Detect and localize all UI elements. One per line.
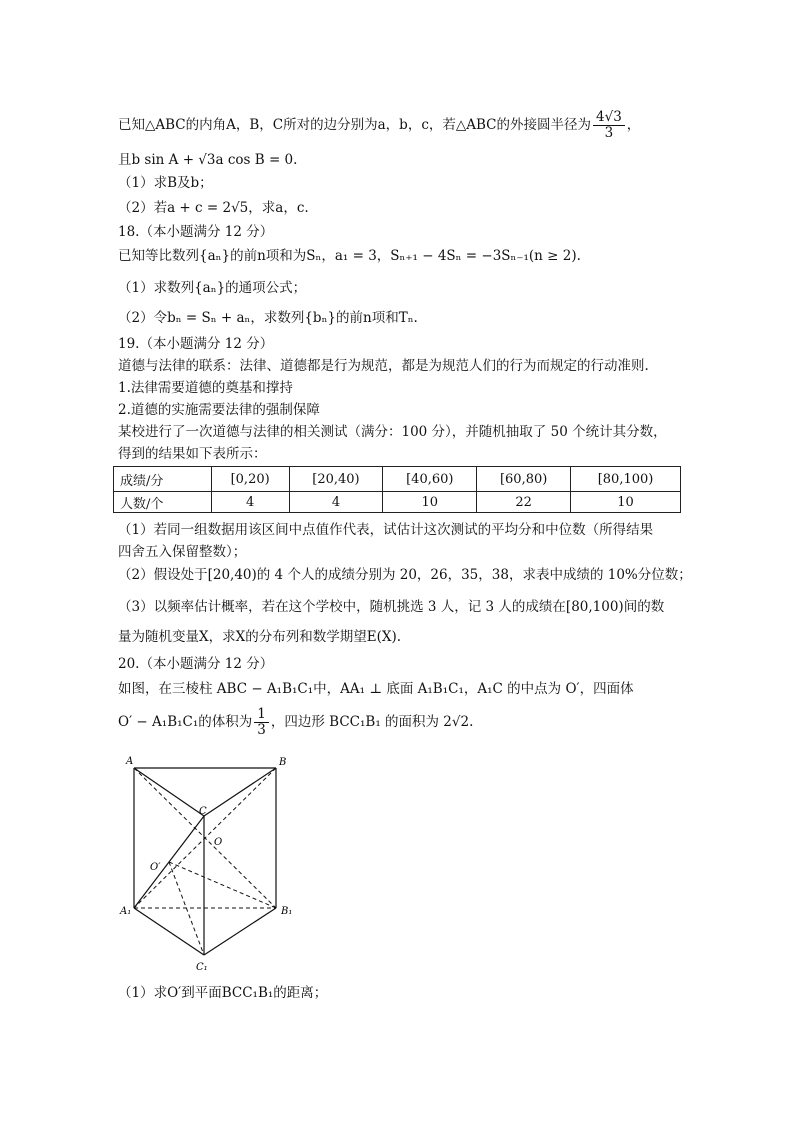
p20-line2: O′ − A₁B₁C₁的体积为 $\frac{1}{3}$ ，四边形 BCC₁B₁ 的面积为 2√2. [118, 706, 474, 738]
p19-line3: 2.道德的实施需要法律的强制保障 [118, 402, 320, 418]
label-C: C [199, 806, 207, 817]
p19-line1: 道德与法律的联系：法律、道德都是行为规范，都是为规范人们的行为而规定的行动准则. [118, 358, 649, 374]
label-O-prime: O′ [150, 862, 161, 873]
table-row [114, 467, 681, 492]
table-cell-interval: [0,20) [211, 467, 289, 492]
p17-line1: 已知△ABC的内角A，B，C所对的边分别为a，b，c，若△ABC的外接圆半径为 $\frac{4√3}{3}$ ， [118, 109, 641, 141]
p19-line2: 1.法律需要道德的奠基和撑持 [118, 380, 293, 396]
table-cell-count: 4 [211, 492, 289, 513]
table-cell-count: 10 [383, 492, 477, 513]
p18-question-1: （1）求数列{aₙ}的通项公式； [118, 280, 307, 296]
segment-O-prime-B1 [169, 862, 276, 908]
p18-question-2: （2）令bₙ = Sₙ + aₙ，求数列{bₙ}的前n项和Tₙ. [118, 310, 418, 326]
p19-header: 19.（本小题满分 12 分） [118, 336, 274, 352]
p20-question-1: （1）求O′到平面BCC₁B₁的距离； [118, 985, 328, 1001]
p20-volume-fraction: $\frac{1}{3}$ [254, 707, 269, 738]
p19-question-3b: 量为随机变量X，求X的分布列和数学期望E(X). [118, 629, 402, 645]
label-O: O [214, 837, 223, 848]
table-cell-interval: [20,40) [289, 467, 383, 492]
table-cell-interval: [80,100) [571, 467, 681, 492]
p17-question-2: （2）若a + c = 2√5，求a，c. [118, 200, 309, 216]
p19-line4: 某校进行了一次道德与法律的相关测试（满分：100 分），并随机抽取了 50 个统计其分数， [118, 424, 667, 440]
label-B1: B₁ [281, 906, 293, 917]
p19-question-1b: 四舍五入保留整数）； [118, 544, 247, 560]
prism-figure [116, 752, 316, 982]
edge-BC [204, 768, 276, 816]
table-cell-count: 4 [289, 492, 383, 513]
table-header-count: 人数/个 [114, 492, 212, 513]
p19-line5: 得到的结果如下表所示： [118, 446, 267, 462]
table-cell-interval: [40,60) [383, 467, 477, 492]
table-cell-count: 22 [477, 492, 571, 513]
table-cell-count: 10 [571, 492, 681, 513]
p17-line1-text: 已知△ABC的内角A，B，C所对的边分别为a，b，c，若△ABC的外接圆半径为 [118, 116, 592, 133]
table-header-score: 成绩/分 [114, 467, 212, 492]
table-cell-interval: [60,80) [477, 467, 571, 492]
edge-A1C1 [134, 908, 204, 955]
score-table [113, 466, 681, 513]
p20-line1: 如图，在三棱柱 ABC − A₁B₁C₁中，AA₁ ⊥ 底面 A₁B₁C₁，A₁C 的中点为 O′，四面体 [118, 681, 634, 697]
edge-AC [134, 768, 204, 816]
p19-question-2: （2）假设处于[20,40)的 4 个人的成绩分别为 20，26，35，38，求表中成绩的 10%分位数； [118, 567, 692, 583]
label-A: A [126, 756, 134, 767]
p18-header: 18.（本小题满分 12 分） [118, 224, 274, 240]
label-C1: C₁ [196, 962, 208, 973]
p20-header: 20.（本小题满分 12 分） [118, 656, 274, 672]
p17-radius-fraction: $\frac{4√3}{3}$ [593, 110, 625, 141]
p19-question-3a: （3）以频率估计概率，若在这个学校中，随机挑选 3 人，记 3 人的成绩在[80,100)间的数 [118, 599, 665, 615]
p17-condition: 且b sin A + √3a cos B = 0. [118, 152, 298, 168]
p17-question-1: （1）求B及b； [118, 175, 213, 191]
p19-question-1a: （1）若同一组数据用该区间中点值作代表，试估计这次测试的平均分和中位数（所得结果 [118, 522, 654, 538]
table-row [114, 492, 681, 513]
edge-B1C1 [204, 908, 276, 955]
p18-statement: 已知等比数列{aₙ}的前n项和为Sₙ，a₁ = 3，Sₙ₊₁ − 4Sₙ = −3Sₙ₋₁(n ≥ 2). [118, 248, 581, 264]
label-A1: A₁ [120, 906, 132, 917]
label-B: B [279, 757, 287, 768]
